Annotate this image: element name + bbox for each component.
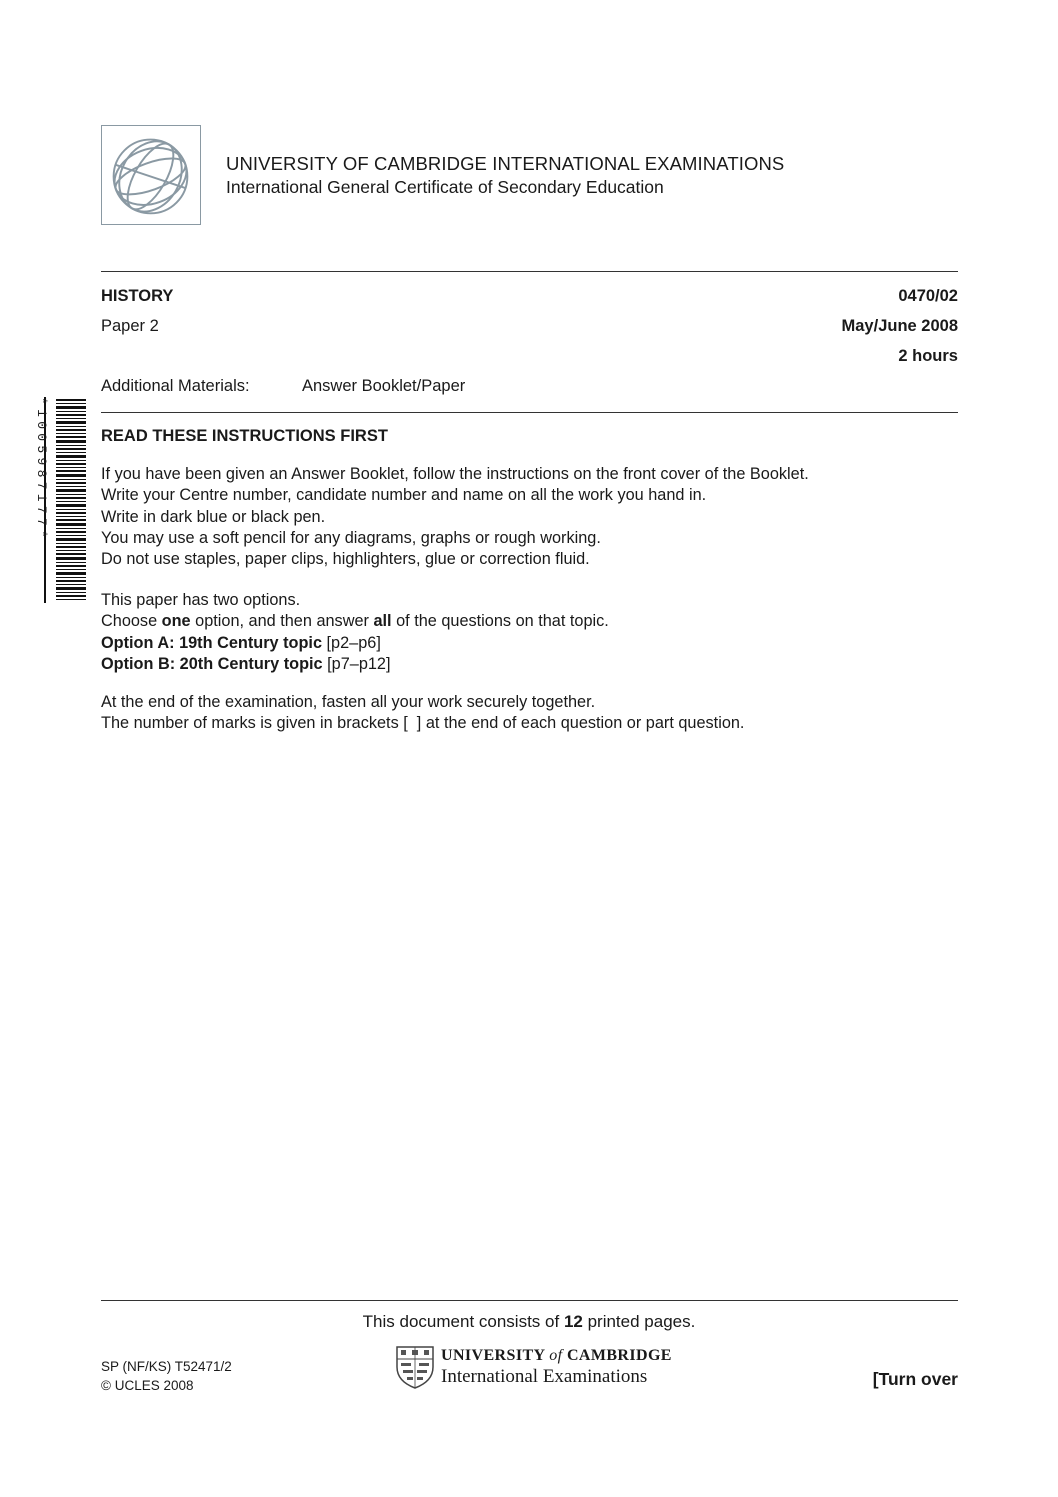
choose-text: of the questions on that topic. [391, 612, 609, 631]
cambridge-wordmark-line2: International Examinations [441, 1366, 648, 1387]
page-count-number: 12 [563, 1312, 583, 1331]
instruction-line: Write in dark blue or black pen. [101, 507, 326, 526]
instructions-end [101, 692, 744, 735]
instruction-line: If you have been given an Answer Booklet, follow the instructions on the front cover of the Booklet. [101, 465, 809, 483]
turn-over: [Turn over [872, 1369, 958, 1389]
header-subtitle: International General Certificate of Secondary Education [226, 177, 664, 197]
option-b-title: Option B: 20th Century topic [101, 654, 323, 673]
choose-text: option, and then answer [190, 612, 374, 631]
option-a-title: Option A: 19th Century topic [101, 633, 322, 652]
instruction-line: At the end of the examination, fasten all your work securely together. [101, 693, 596, 711]
duration: 2 hours [898, 347, 958, 365]
instruction-line: You may use a soft pencil for any diagrams, graphs or rough working. [101, 528, 601, 547]
page-count [0, 1312, 1058, 1332]
document-ref: SP (NF/KS) T52471/2 [101, 1359, 232, 1374]
option-b-pages: [p7–p12] [322, 654, 391, 673]
divider-footer [101, 1300, 958, 1301]
materials-label: Additional Materials: [101, 377, 250, 395]
instruction-line: Write your Centre number, candidate number and name on all the work you hand in. [101, 486, 707, 505]
wordmark-of: of [549, 1347, 563, 1364]
copyright: © UCLES 2008 [101, 1378, 194, 1393]
cie-globe-logo [101, 125, 201, 225]
paper-code: 0470/02 [898, 287, 958, 305]
shield-icon [395, 1345, 435, 1389]
session: May/June 2008 [841, 317, 958, 335]
divider-top [101, 271, 958, 272]
choose-all: all [373, 612, 392, 631]
instruction-choose [101, 611, 609, 632]
divider-mid [101, 412, 958, 413]
choose-text: Choose [101, 612, 162, 631]
header-title: UNIVERSITY OF CAMBRIDGE INTERNATIONAL EXAMINATIONS [226, 153, 785, 174]
cambridge-crest-logo [395, 1345, 435, 1389]
page-count-text: printed pages. [582, 1312, 696, 1331]
option-b [101, 654, 609, 675]
candidate-barcode [30, 397, 90, 603]
choose-one: one [161, 612, 191, 631]
cambridge-wordmark-line1 [441, 1347, 672, 1365]
footer-reference [101, 1357, 232, 1395]
instructions-general [101, 464, 809, 570]
wordmark-university: UNIVERSITY [441, 1347, 545, 1364]
instructions-options [101, 590, 609, 675]
instruction-line: This paper has two options. [101, 591, 301, 609]
subject: HISTORY [101, 287, 174, 305]
barcode-text: *1005987177* [34, 397, 49, 543]
option-a [101, 633, 609, 654]
instruction-line: The number of marks is given in brackets [ ] at the end of each question or part question. [101, 714, 745, 733]
wordmark-cambridge: CAMBRIDGE [566, 1347, 672, 1364]
paper-number: Paper 2 [101, 317, 159, 335]
option-a-pages: [p2–p6] [322, 633, 381, 652]
globe-icon [102, 126, 199, 223]
instructions-heading: READ THESE INSTRUCTIONS FIRST [101, 427, 388, 445]
instruction-line: Do not use staples, paper clips, highlighters, glue or correction fluid. [101, 550, 590, 569]
page-count-text: This document consists of [362, 1312, 564, 1331]
materials-value: Answer Booklet/Paper [302, 377, 466, 395]
